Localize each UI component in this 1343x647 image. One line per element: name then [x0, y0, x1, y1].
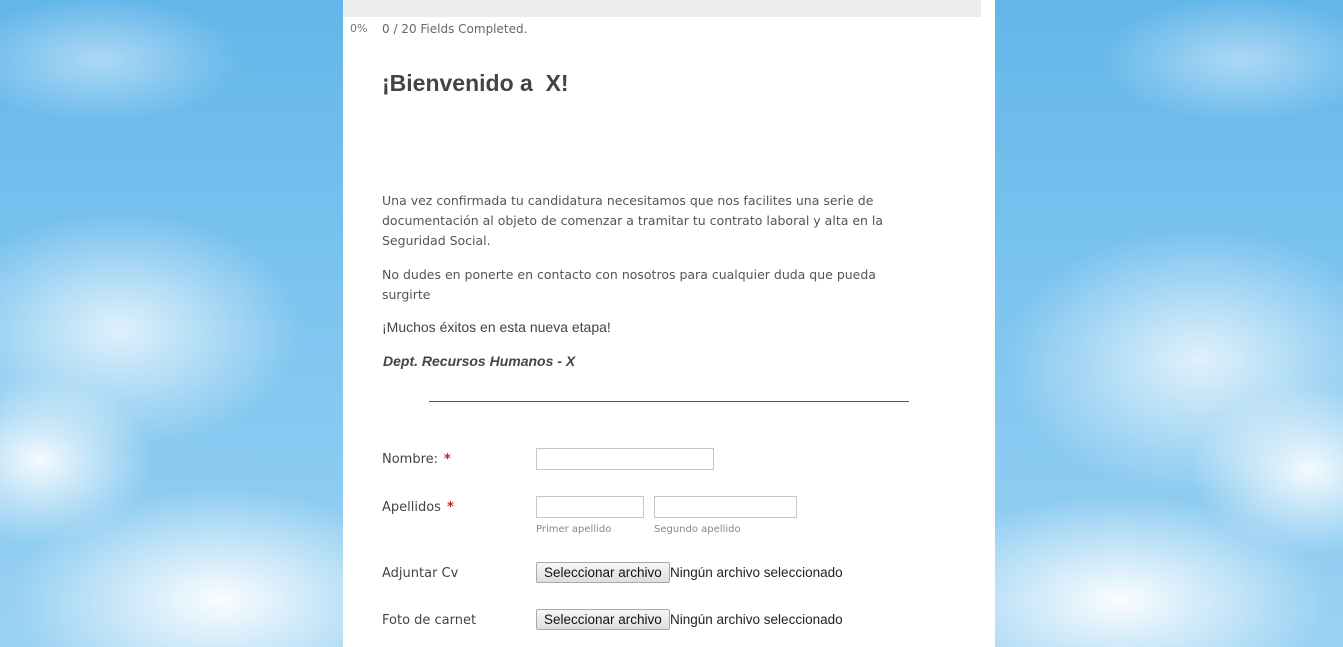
segundo-apellido-sublabel: Segundo apellido — [654, 524, 741, 535]
apellidos-label — [382, 500, 454, 515]
progress-percent: 0% — [350, 22, 368, 35]
foto-label: Foto de carnet — [382, 613, 477, 628]
apellidos-label-text: Apellidos — [382, 500, 441, 515]
cv-file-status: Ningún archivo seleccionado — [670, 565, 843, 580]
nombre-input[interactable] — [536, 448, 714, 470]
primer-apellido-input[interactable] — [536, 496, 644, 518]
segundo-apellido-input[interactable] — [654, 496, 797, 518]
signature: Dept. Recursos Humanos - X — [383, 353, 576, 369]
nombre-label — [382, 452, 451, 467]
cv-label: Adjuntar Cv — [382, 566, 459, 581]
cv-file-button[interactable]: Seleccionar archivo — [536, 562, 670, 583]
progress-bar — [343, 0, 981, 17]
form-panel — [343, 0, 995, 647]
required-asterisk: * — [446, 500, 454, 515]
required-asterisk: * — [444, 452, 451, 467]
foto-file-status: Ningún archivo seleccionado — [670, 612, 843, 627]
nombre-label-text: Nombre: — [382, 452, 439, 467]
progress-fields-completed: 0 / 20 Fields Completed. — [382, 22, 528, 36]
contact-paragraph: No dudes en ponerte en contacto con nosotros para cualquier duda que pueda surgirte — [382, 267, 876, 302]
page-title: ¡Bienvenido a X! — [382, 70, 569, 96]
success-message: ¡Muchos éxitos en esta nueva etapa! — [382, 319, 611, 335]
divider — [429, 401, 909, 402]
primer-apellido-sublabel: Primer apellido — [536, 524, 612, 535]
foto-file-button[interactable]: Seleccionar archivo — [536, 609, 670, 630]
intro-paragraph: Una vez confirmada tu candidatura necesitamos que nos facilites una serie de documentación al objeto de comenzar a tramitar tu contrato laboral y alta en la Seguridad Social. — [382, 193, 884, 248]
